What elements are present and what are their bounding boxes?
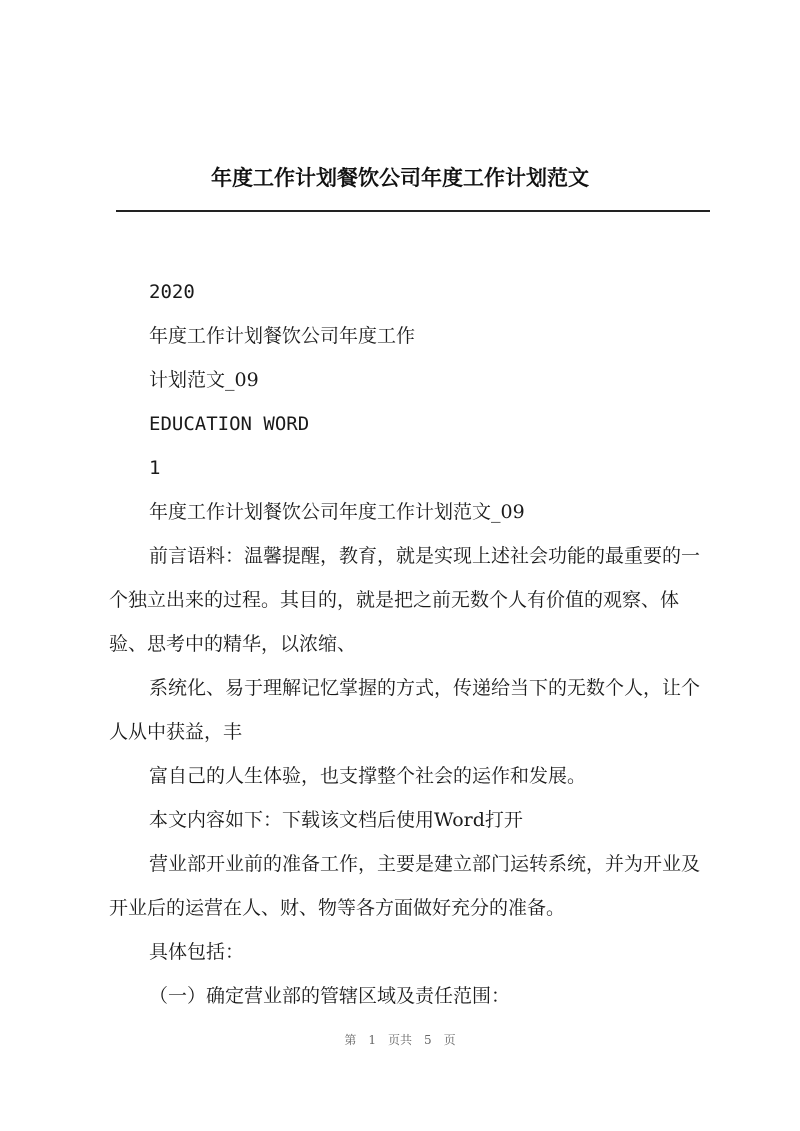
paragraph-number: 1 [149, 457, 161, 479]
document-body [109, 270, 709, 1018]
paragraph-education-word: EDUCATION WORD [149, 413, 310, 435]
footer-total-pages: 5 [424, 1033, 432, 1047]
paragraph-preparation: 营业部开业前的准备工作，主要是建立部门运转系统，并为开业及开业后的运营在人、财、物等各方面做好充分的准备。 [109, 853, 701, 919]
paragraph-subtitle-2: 计划范文_09 [149, 369, 259, 391]
paragraph-subtitle-1: 年度工作计划餐饮公司年度工作 [149, 325, 416, 347]
paragraph-systematic: 系统化、易于理解记忆掌握的方式，传递给当下的无数个人，让个人从中获益，丰 [109, 677, 701, 743]
paragraph-item-1: （一）确定营业部的管辖区域及责任范围： [149, 985, 511, 1007]
footer-page-number: 1 [368, 1033, 376, 1047]
page-footer [0, 1031, 800, 1048]
paragraph-preface: 前言语料：温馨提醒，教育，就是实现上述社会功能的最重要的一个独立出来的过程。其目的，就是把之前无数个人有价值的观察、体验、思考中的精华，以浓缩、 [109, 545, 701, 655]
paragraph-year: 2020 [149, 281, 195, 303]
document-title: 年度工作计划餐饮公司年度工作计划范文 [211, 166, 589, 190]
footer-of-label: 页共 [387, 1033, 412, 1047]
footer-end-label: 页 [443, 1033, 456, 1047]
paragraph-includes: 具体包括： [149, 941, 245, 963]
paragraph-heading: 年度工作计划餐饮公司年度工作计划范文_09 [149, 501, 525, 523]
paragraph-enrich: 富自己的人生体验，也支撑整个社会的运作和发展。 [149, 765, 587, 787]
title-divider [116, 210, 710, 212]
paragraph-content-note: 本文内容如下：下载该文档后使用Word打开 [149, 809, 523, 831]
footer-page-label: 第 [344, 1033, 357, 1047]
